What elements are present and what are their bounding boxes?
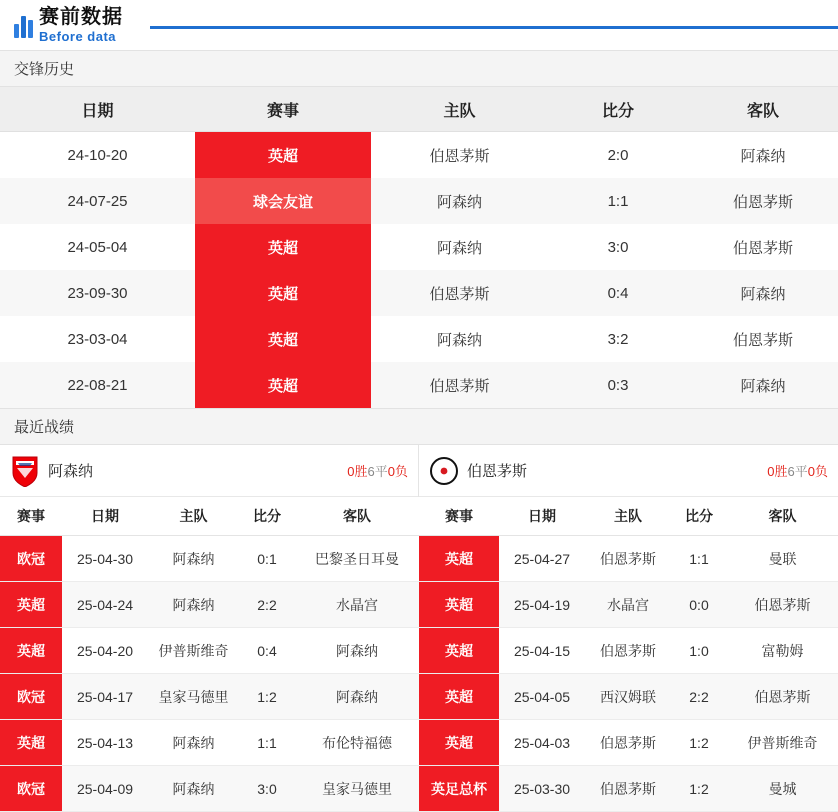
- team-record: [347, 461, 408, 480]
- table-row[interactable]: [419, 720, 838, 766]
- recent-col-date: 日期: [499, 497, 585, 536]
- h2h-score: 0:4: [548, 270, 688, 316]
- match-away: 伯恩茅斯: [727, 582, 838, 628]
- h2h-score: 3:2: [548, 316, 688, 362]
- h2h-home: 伯恩茅斯: [371, 362, 548, 408]
- record-losses: 0负: [807, 464, 828, 479]
- match-competition: 英超: [0, 720, 62, 766]
- h2h-away: 阿森纳: [688, 362, 838, 408]
- h2h-competition: 球会友谊: [195, 178, 371, 224]
- h2h-away: 伯恩茅斯: [688, 316, 838, 362]
- h2h-section-title: 交锋历史: [0, 50, 838, 87]
- match-competition: 英超: [419, 674, 499, 720]
- h2h-competition: 英超: [195, 270, 371, 316]
- h2h-home: 阿森纳: [371, 224, 548, 270]
- recent-section-title: 最近战绩: [0, 408, 838, 445]
- match-away: 曼联: [727, 536, 838, 582]
- logo-bars-icon: [14, 12, 33, 38]
- arsenal-crest-icon: [10, 455, 40, 487]
- table-row[interactable]: [419, 628, 838, 674]
- match-date: 25-04-13: [62, 720, 148, 766]
- match-home: 阿森纳: [148, 720, 239, 766]
- match-score: 0:4: [239, 628, 295, 674]
- table-row[interactable]: [419, 766, 838, 812]
- record-losses: 0负: [387, 464, 408, 479]
- table-row[interactable]: [419, 674, 838, 720]
- match-date: 25-04-05: [499, 674, 585, 720]
- table-row[interactable]: [0, 316, 838, 362]
- h2h-col-home: 主队: [371, 87, 548, 132]
- h2h-home: 伯恩茅斯: [371, 270, 548, 316]
- h2h-competition: 英超: [195, 316, 371, 362]
- recent-col-home: 主队: [148, 497, 239, 536]
- h2h-home: 阿森纳: [371, 316, 548, 362]
- match-score: 1:1: [239, 720, 295, 766]
- recent-col-away: 客队: [295, 497, 419, 536]
- match-competition: 英足总杯: [419, 766, 499, 812]
- recent-col-score: 比分: [671, 497, 727, 536]
- match-competition: 欧冠: [0, 536, 62, 582]
- match-home: 伯恩茅斯: [585, 536, 671, 582]
- table-row[interactable]: [0, 628, 419, 674]
- h2h-col-away: 客队: [688, 87, 838, 132]
- match-away: 布伦特福德: [295, 720, 419, 766]
- match-away: 富勒姆: [727, 628, 838, 674]
- match-competition: 英超: [419, 628, 499, 674]
- recent-table-bournemouth: [419, 497, 838, 812]
- match-competition: 英超: [419, 536, 499, 582]
- table-row[interactable]: [0, 720, 419, 766]
- match-home: 水晶宫: [585, 582, 671, 628]
- recent-column-home-team: [0, 445, 419, 812]
- table-row[interactable]: [0, 582, 419, 628]
- match-home: 伯恩茅斯: [585, 720, 671, 766]
- match-date: 25-04-19: [499, 582, 585, 628]
- record-draws: 6平: [787, 464, 808, 479]
- match-home: 阿森纳: [148, 536, 239, 582]
- record-wins: 0胜: [347, 464, 368, 479]
- recent-col-date: 日期: [62, 497, 148, 536]
- match-score: 1:2: [671, 766, 727, 812]
- h2h-score: 0:3: [548, 362, 688, 408]
- match-score: 1:1: [671, 536, 727, 582]
- h2h-away: 阿森纳: [688, 132, 838, 179]
- match-away: 曼城: [727, 766, 838, 812]
- recent-header-row: [419, 497, 838, 536]
- match-competition: 欧冠: [0, 766, 62, 812]
- record-draws: 6平: [367, 464, 388, 479]
- table-row[interactable]: [0, 674, 419, 720]
- match-score: 0:0: [671, 582, 727, 628]
- h2h-col-score: 比分: [548, 87, 688, 132]
- h2h-date: 24-05-04: [0, 224, 195, 270]
- h2h-score: 3:0: [548, 224, 688, 270]
- h2h-home: 伯恩茅斯: [371, 132, 548, 179]
- record-wins: 0胜: [767, 464, 788, 479]
- h2h-competition: 英超: [195, 362, 371, 408]
- match-away: 伯恩茅斯: [727, 674, 838, 720]
- brand-name-en: Before data: [39, 29, 117, 44]
- recent-col-competition: 赛事: [0, 497, 62, 536]
- match-score: 2:2: [671, 674, 727, 720]
- match-away: 伊普斯维奇: [727, 720, 838, 766]
- h2h-date: 23-09-30: [0, 270, 195, 316]
- brand-divider: [150, 26, 838, 29]
- recent-col-score: 比分: [239, 497, 295, 536]
- h2h-date: 23-03-04: [0, 316, 195, 362]
- table-row[interactable]: [0, 224, 838, 270]
- h2h-home: 阿森纳: [371, 178, 548, 224]
- match-away: 阿森纳: [295, 628, 419, 674]
- table-row[interactable]: [419, 582, 838, 628]
- match-home: 伊普斯维奇: [148, 628, 239, 674]
- table-row[interactable]: [0, 270, 838, 316]
- match-score: 1:2: [239, 674, 295, 720]
- recent-form-container: [0, 445, 838, 812]
- h2h-score: 1:1: [548, 178, 688, 224]
- h2h-col-date: 日期: [0, 87, 195, 132]
- h2h-date: 24-10-20: [0, 132, 195, 179]
- bournemouth-crest-icon: [429, 455, 459, 487]
- match-date: 25-04-27: [499, 536, 585, 582]
- match-home: 西汉姆联: [585, 674, 671, 720]
- match-date: 25-04-09: [62, 766, 148, 812]
- match-date: 25-04-30: [62, 536, 148, 582]
- match-away: 水晶宫: [295, 582, 419, 628]
- match-home: 伯恩茅斯: [585, 628, 671, 674]
- match-away: 巴黎圣日耳曼: [295, 536, 419, 582]
- match-score: 2:2: [239, 582, 295, 628]
- h2h-date: 24-07-25: [0, 178, 195, 224]
- h2h-date: 22-08-21: [0, 362, 195, 408]
- match-date: 25-04-20: [62, 628, 148, 674]
- match-home: 伯恩茅斯: [585, 766, 671, 812]
- recent-table-arsenal: [0, 497, 419, 812]
- match-competition: 英超: [0, 582, 62, 628]
- h2h-competition: 英超: [195, 132, 371, 179]
- recent-col-away: 客队: [727, 497, 838, 536]
- match-home: 皇家马德里: [148, 674, 239, 720]
- match-home: 阿森纳: [148, 766, 239, 812]
- team-header-bournemouth: [419, 445, 838, 497]
- match-date: 25-04-15: [499, 628, 585, 674]
- match-score: 1:0: [671, 628, 727, 674]
- table-row[interactable]: [0, 536, 419, 582]
- brand-text: [39, 7, 123, 43]
- table-row[interactable]: [0, 178, 838, 224]
- match-score: 3:0: [239, 766, 295, 812]
- match-date: 25-03-30: [499, 766, 585, 812]
- match-home: 阿森纳: [148, 582, 239, 628]
- team-name: 阿森纳: [48, 463, 94, 480]
- match-score: 1:2: [671, 720, 727, 766]
- team-header-arsenal: [0, 445, 418, 497]
- recent-col-home: 主队: [585, 497, 671, 536]
- recent-col-competition: 赛事: [419, 497, 499, 536]
- match-date: 25-04-17: [62, 674, 148, 720]
- match-competition: 欧冠: [0, 674, 62, 720]
- table-row[interactable]: [0, 132, 838, 179]
- h2h-away: 伯恩茅斯: [688, 178, 838, 224]
- match-score: 0:1: [239, 536, 295, 582]
- h2h-col-competition: 赛事: [195, 87, 371, 132]
- table-row[interactable]: [419, 536, 838, 582]
- team-record: [767, 461, 828, 480]
- match-competition: 英超: [419, 720, 499, 766]
- table-row[interactable]: [0, 766, 419, 812]
- h2h-away: 阿森纳: [688, 270, 838, 316]
- table-row[interactable]: [0, 362, 838, 408]
- recent-header-row: [0, 497, 419, 536]
- brand-header: [0, 0, 838, 50]
- team-name: 伯恩茅斯: [467, 463, 528, 480]
- h2h-away: 伯恩茅斯: [688, 224, 838, 270]
- h2h-score: 2:0: [548, 132, 688, 179]
- match-date: 25-04-03: [499, 720, 585, 766]
- h2h-table: [0, 87, 838, 408]
- brand-name-cn: 赛前数据: [39, 6, 123, 28]
- match-away: 阿森纳: [295, 674, 419, 720]
- h2h-competition: 英超: [195, 224, 371, 270]
- match-competition: 英超: [419, 582, 499, 628]
- match-competition: 英超: [0, 628, 62, 674]
- match-away: 皇家马德里: [295, 766, 419, 812]
- recent-column-away-team: [419, 445, 838, 812]
- match-date: 25-04-24: [62, 582, 148, 628]
- h2h-header-row: [0, 87, 838, 132]
